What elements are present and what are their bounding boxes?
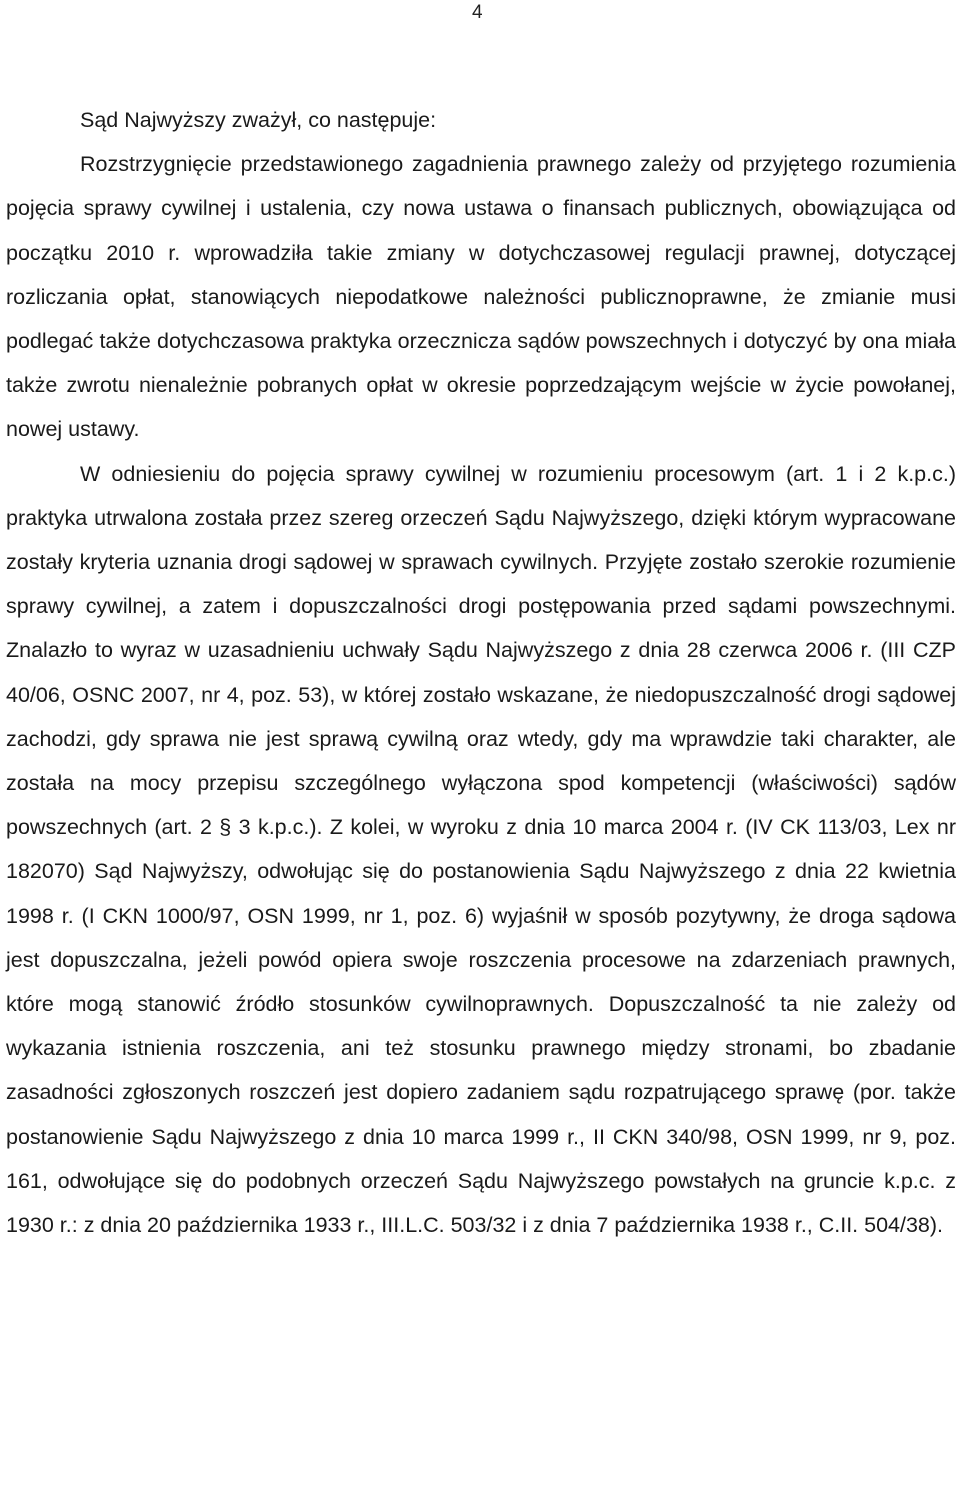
paragraph-1: Rozstrzygnięcie przedstawionego zagadnienia prawnego zależy od przyjętego rozumienia pojęcia sprawy cywilnej i ustalenia, czy nowa ustawa o finansach publicznych, obowiązująca od początku 2010 r. wprowadziła takie zmiany w dotychczasowej regulacji prawnej, dotyczącej rozliczania opłat, stanowiących niepodatkowe należności publicznoprawne, że zmianie musi podlegać także dotychczasowa praktyka orzecznicza sądów powszechnych i dotyczyć by ona miała także zwrotu nienależnie pobranych opłat w okresie poprzedzającym wejście w życie powołanej, nowej ustawy. (6, 152, 956, 442)
document-body (6, 98, 956, 1247)
section-heading: Sąd Najwyższy zważył, co następuje: (80, 108, 437, 132)
paragraph-2: W odniesieniu do pojęcia sprawy cywilnej w rozumieniu procesowym (art. 1 i 2 k.p.c.) praktyka utrwalona została przez szereg orzeczeń Sądu Najwyższego, dzięki którym wypracowane zostały kryteria uznania drogi sądowej w sprawach cywilnych. Przyjęte zostało szerokie rozumienie sprawy cywilnej, a zatem i dopuszczalności drogi postępowania przed sądami powszechnymi. Znalazło to wyraz w uzasadnieniu uchwały Sądu Najwyższego z dnia 28 czerwca 2006 r. (III CZP 40/06, OSNC 2007, nr 4, poz. 53), w której zostało wskazane, że niedopuszczalność drogi sądowej zachodzi, gdy sprawa nie jest sprawą cywilną oraz wtedy, gdy ma wprawdzie taki charakter, ale została na mocy przepisu szczególnego wyłączona spod kompetencji (właściwości) sądów powszechnych (art. 2 § 3 k.p.c.). Z kolei, w wyroku z dnia 10 marca 2004 r. (IV CK 113/03, Lex nr 182070) Sąd Najwyższy, odwołując się do postanowienia Sądu Najwyższego z dnia 22 kwietnia 1998 r. (I CKN 1000/97, OSN 1999, nr 1, poz. 6) wyjaśnił w sposób pozytywny, że droga sądowa jest dopuszczalna, jeżeli powód opiera swoje roszczenia procesowe na zdarzeniach prawnych, które mogą stanowić źródło stosunków cywilnoprawnych. Dopuszczalność ta nie zależy od wykazania istnienia roszczenia, ani też stosunku prawnego między stronami, bo zbadanie zasadności zgłoszonych roszczeń jest dopiero zadaniem sądu rozpatrującego sprawę (por. także postanowienie Sądu Najwyższego z dnia 10 marca 1999 r., II CKN 340/98, OSN 1999, nr 9, poz. 161, odwołujące się do podobnych orzeczeń Sądu Najwyższego powstałych na gruncie k.p.c. z 1930 r.: z dnia 20 października 1933 r., III.L.C. 503/32 i z dnia 7 października 1938 r., C.II. 504/38). (6, 461, 956, 1238)
page-number: 4 (472, 2, 483, 23)
